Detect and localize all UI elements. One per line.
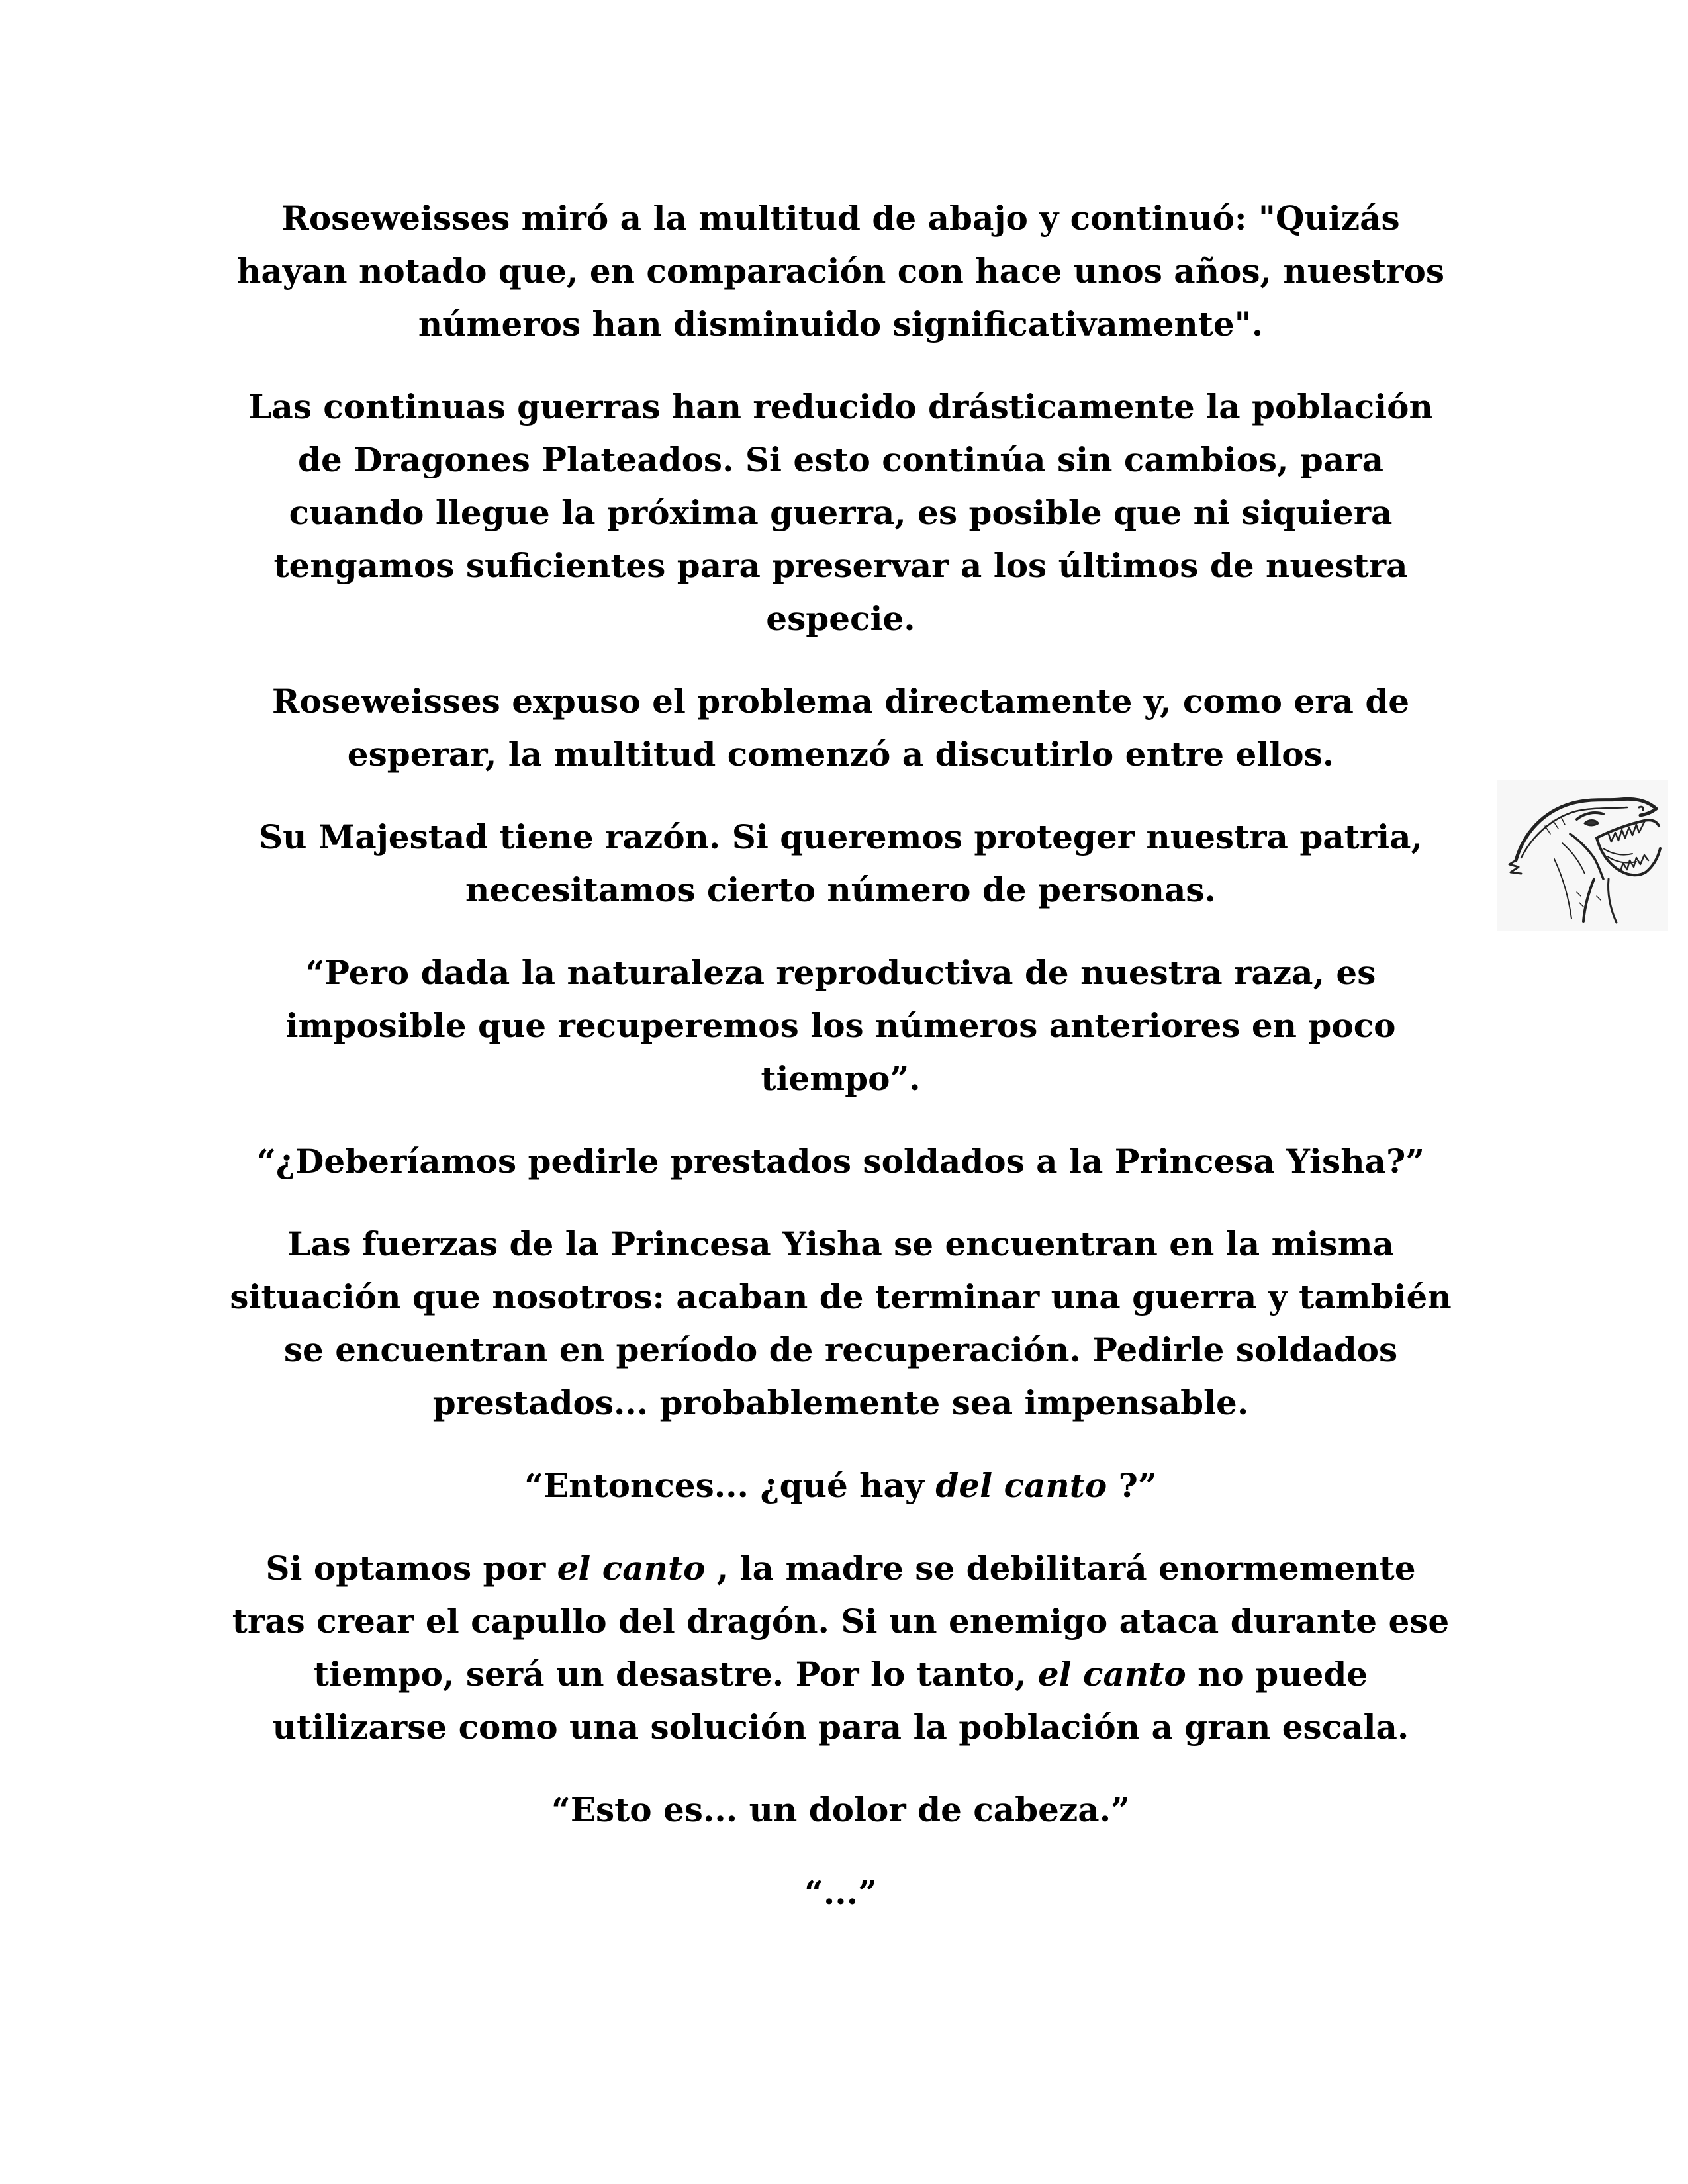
paragraph-8-text-end: ?”: [1107, 1466, 1157, 1505]
paragraph-8: [225, 1459, 1456, 1512]
story-text: [225, 192, 1456, 1919]
paragraph-11: “...”: [804, 1873, 877, 1912]
paragraph-10: “Esto es... un dolor de cabeza.”: [551, 1790, 1130, 1829]
paragraph-9-emphasis-2: el canto: [1037, 1655, 1186, 1694]
paragraph-7: Las fuerzas de la Princesa Yisha se encuentran en la misma situación que nosotros: acaban de terminar una guerra y también se encuentran en período de recuperación. Pedirle soldados prestados... probablemente sea impensable.: [230, 1224, 1452, 1422]
paragraph-3: Roseweisses expuso el problema directamente y, como era de esperar, la multitud comenzó a discutirlo entre ellos.: [271, 682, 1410, 774]
paragraph-4: Su Majestad tiene razón. Si queremos proteger nuestra patria, necesitamos cierto número de personas.: [259, 817, 1423, 909]
paragraph-1: Roseweisses miró a la multitud de abajo y continuó: "Quizás hayan notado que, en comparación con hace unos años, nuestros números han disminuido significativamente".: [237, 199, 1444, 343]
paragraph-9-text-a: Si optamos por: [265, 1549, 557, 1588]
paragraph-8-text-start: “Entonces... ¿qué hay: [524, 1466, 936, 1505]
paragraph-9-text-c: no puede utilizarse como una solución para la población a gran escala.: [272, 1655, 1409, 1747]
paragraph-9-text-b: , la madre se debilitará enormemente tras crear el capullo del dragón. Si un enemigo ataca durante ese tiempo, será un desastre. Por lo tanto,: [232, 1549, 1450, 1694]
paragraph-8-emphasis: del canto: [935, 1466, 1107, 1505]
paragraph-5: “Pero dada la naturaleza reproductiva de nuestra raza, es imposible que recuperemos los números anteriores en poco tiempo”.: [285, 953, 1396, 1098]
paragraph-9: [225, 1542, 1456, 1754]
paragraph-6: “¿Deberíamos pedirle prestados soldados a la Princesa Yisha?”: [256, 1142, 1425, 1181]
paragraph-2: Las continuas guerras han reducido drásticamente la población de Dragones Plateados. Si esto continúa sin cambios, para cuando llegue la próxima guerra, es posible que ni siquiera tengamos suficientes para preservar a los últimos de nuestra especie.: [248, 387, 1433, 638]
paragraph-9-emphasis-1: el canto: [557, 1549, 706, 1588]
dragon-sketch-icon: [1497, 780, 1668, 931]
